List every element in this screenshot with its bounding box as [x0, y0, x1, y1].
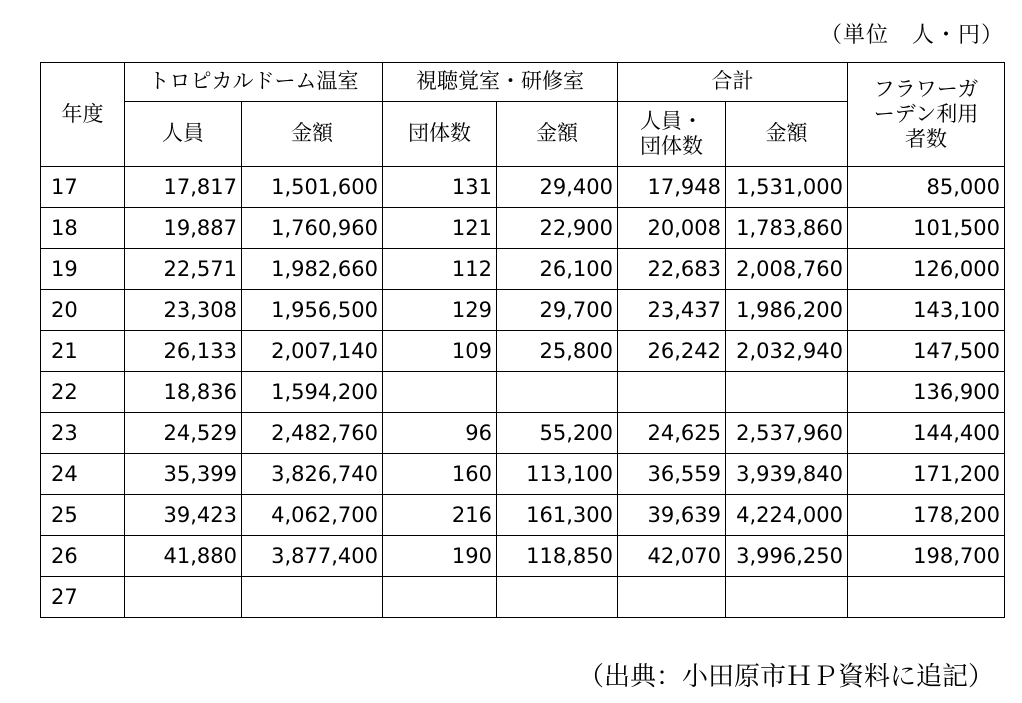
- cell-total-amount: 1,531,000: [726, 167, 848, 208]
- header-av-room: 視聴覚室・研修室: [383, 63, 618, 102]
- header-tropical-people: 人員: [125, 102, 242, 167]
- cell-tropical-people: 22,571: [125, 249, 242, 290]
- cell-tropical-amount: 3,877,400: [242, 536, 383, 577]
- cell-flower-garden-users: 147,500: [848, 331, 1005, 372]
- usage-statistics-table: [40, 62, 1005, 618]
- cell-tropical-people: [125, 577, 242, 618]
- cell-tropical-people: 17,817: [125, 167, 242, 208]
- cell-flower-garden-users: 171,200: [848, 454, 1005, 495]
- cell-av-amount: 29,700: [497, 290, 618, 331]
- header-total: 合計: [618, 63, 848, 102]
- cell-flower-garden-users: 136,900: [848, 372, 1005, 413]
- cell-av-groups: [383, 577, 497, 618]
- cell-total-people-groups: 24,625: [618, 413, 726, 454]
- header-av-amount: 金額: [497, 102, 618, 167]
- cell-tropical-amount: 1,956,500: [242, 290, 383, 331]
- cell-flower-garden-users: [848, 577, 1005, 618]
- table-row: [41, 208, 1005, 249]
- header-year: 年度: [41, 63, 125, 167]
- cell-av-groups: 216: [383, 495, 497, 536]
- cell-year: 18: [41, 208, 125, 249]
- cell-tropical-amount: 2,007,140: [242, 331, 383, 372]
- cell-year: 23: [41, 413, 125, 454]
- cell-tropical-people: 35,399: [125, 454, 242, 495]
- cell-av-groups: 96: [383, 413, 497, 454]
- cell-av-groups: 121: [383, 208, 497, 249]
- cell-tropical-amount: 1,501,600: [242, 167, 383, 208]
- cell-year: 24: [41, 454, 125, 495]
- cell-total-amount: 2,537,960: [726, 413, 848, 454]
- cell-total-amount: 2,008,760: [726, 249, 848, 290]
- cell-total-amount: 1,986,200: [726, 290, 848, 331]
- table-row: [41, 536, 1005, 577]
- table-row: [41, 454, 1005, 495]
- cell-av-amount: 118,850: [497, 536, 618, 577]
- header-flower-garden-text: フラワーガーデン利用者数: [873, 76, 979, 152]
- cell-total-people-groups: 26,242: [618, 331, 726, 372]
- cell-flower-garden-users: 101,500: [848, 208, 1005, 249]
- header-tropical-amount: 金額: [242, 102, 383, 167]
- table-row: [41, 249, 1005, 290]
- source-note: （出典：小田原市ＨＰ資料に追記）: [577, 662, 994, 692]
- cell-av-groups: 129: [383, 290, 497, 331]
- cell-av-groups: 112: [383, 249, 497, 290]
- cell-year: 22: [41, 372, 125, 413]
- table-row: [41, 413, 1005, 454]
- cell-tropical-people: 18,836: [125, 372, 242, 413]
- table-row: [41, 167, 1005, 208]
- cell-tropical-amount: 3,826,740: [242, 454, 383, 495]
- cell-total-people-groups: 20,008: [618, 208, 726, 249]
- cell-tropical-people: 39,423: [125, 495, 242, 536]
- cell-total-people-groups: 42,070: [618, 536, 726, 577]
- cell-av-groups: 160: [383, 454, 497, 495]
- cell-flower-garden-users: 198,700: [848, 536, 1005, 577]
- cell-av-amount: 26,100: [497, 249, 618, 290]
- cell-av-amount: 161,300: [497, 495, 618, 536]
- cell-av-amount: 55,200: [497, 413, 618, 454]
- cell-year: 27: [41, 577, 125, 618]
- header-total-people-groups: [618, 102, 726, 167]
- cell-flower-garden-users: 85,000: [848, 167, 1005, 208]
- cell-total-amount: 3,996,250: [726, 536, 848, 577]
- cell-tropical-amount: 1,760,960: [242, 208, 383, 249]
- cell-av-amount: [497, 372, 618, 413]
- cell-total-amount: [726, 577, 848, 618]
- table-body: [41, 167, 1005, 618]
- cell-year: 20: [41, 290, 125, 331]
- cell-flower-garden-users: 144,400: [848, 413, 1005, 454]
- cell-tropical-people: 41,880: [125, 536, 242, 577]
- cell-total-amount: 1,783,860: [726, 208, 848, 249]
- cell-flower-garden-users: 178,200: [848, 495, 1005, 536]
- table-row: [41, 331, 1005, 372]
- unit-note: （単位 人・円）: [819, 23, 1004, 48]
- cell-year: 25: [41, 495, 125, 536]
- table-row: [41, 577, 1005, 618]
- cell-total-amount: [726, 372, 848, 413]
- cell-year: 26: [41, 536, 125, 577]
- cell-flower-garden-users: 143,100: [848, 290, 1005, 331]
- cell-year: 17: [41, 167, 125, 208]
- cell-av-amount: 22,900: [497, 208, 618, 249]
- cell-av-groups: 190: [383, 536, 497, 577]
- cell-av-groups: [383, 372, 497, 413]
- header-total-amount: 金額: [726, 102, 848, 167]
- cell-total-people-groups: 23,437: [618, 290, 726, 331]
- cell-tropical-people: 24,529: [125, 413, 242, 454]
- cell-av-amount: 25,800: [497, 331, 618, 372]
- cell-total-people-groups: 22,683: [618, 249, 726, 290]
- table-row: [41, 372, 1005, 413]
- cell-av-groups: 131: [383, 167, 497, 208]
- header-flower-garden: [848, 63, 1005, 167]
- cell-av-amount: 113,100: [497, 454, 618, 495]
- cell-flower-garden-users: 126,000: [848, 249, 1005, 290]
- cell-tropical-amount: 1,982,660: [242, 249, 383, 290]
- cell-tropical-amount: 1,594,200: [242, 372, 383, 413]
- cell-av-groups: 109: [383, 331, 497, 372]
- cell-tropical-people: 19,887: [125, 208, 242, 249]
- table-row: [41, 495, 1005, 536]
- cell-year: 21: [41, 331, 125, 372]
- cell-av-amount: [497, 577, 618, 618]
- cell-total-people-groups: 39,639: [618, 495, 726, 536]
- cell-total-people-groups: 36,559: [618, 454, 726, 495]
- cell-tropical-amount: 2,482,760: [242, 413, 383, 454]
- header-total-people-groups-text: 人員・団体数: [640, 108, 703, 158]
- cell-year: 19: [41, 249, 125, 290]
- cell-av-amount: 29,400: [497, 167, 618, 208]
- cell-tropical-amount: [242, 577, 383, 618]
- cell-tropical-amount: 4,062,700: [242, 495, 383, 536]
- cell-total-people-groups: [618, 577, 726, 618]
- cell-total-people-groups: 17,948: [618, 167, 726, 208]
- cell-total-people-groups: [618, 372, 726, 413]
- cell-tropical-people: 26,133: [125, 331, 242, 372]
- header-tropical-dome: トロピカルドーム温室: [125, 63, 383, 102]
- cell-tropical-people: 23,308: [125, 290, 242, 331]
- header-av-groups: 団体数: [383, 102, 497, 167]
- cell-total-amount: 4,224,000: [726, 495, 848, 536]
- table-row: [41, 290, 1005, 331]
- cell-total-amount: 2,032,940: [726, 331, 848, 372]
- cell-total-amount: 3,939,840: [726, 454, 848, 495]
